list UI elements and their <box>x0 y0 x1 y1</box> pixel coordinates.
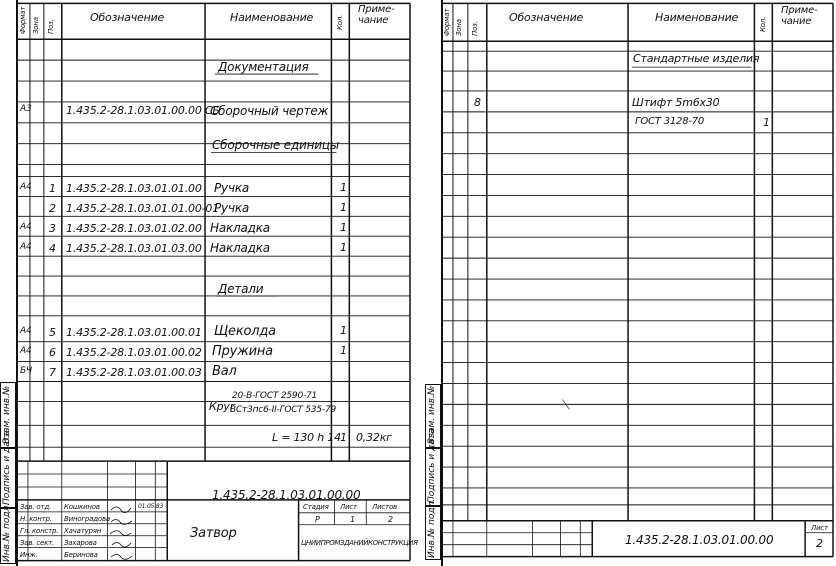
row-qty: 1 <box>340 344 347 357</box>
specification-sheet-2 <box>441 0 835 566</box>
sheets-label: Листов <box>372 503 397 511</box>
stage-label: Стадия <box>303 503 329 511</box>
signatures <box>108 502 136 562</box>
row-format: А4 <box>20 326 32 336</box>
side-label-inv-orig-2: Инв.№ подл. <box>427 498 437 558</box>
row-format: А4 <box>20 242 32 252</box>
row-name: Сборочный чертеж <box>210 104 329 118</box>
sheet-value: 1 <box>350 515 355 524</box>
row-format: А3 <box>20 104 32 114</box>
krug-note: 0,32кг <box>356 431 392 444</box>
sheet-label: Лист <box>811 524 828 532</box>
row-pos: 1 <box>49 182 56 195</box>
row-name: Накладка <box>210 241 270 255</box>
role-label: Н. контр. <box>20 515 52 523</box>
krug-line1: 20-В-ГОСТ 2590-71 <box>232 391 318 401</box>
role-label: Инж. <box>20 551 38 559</box>
krug-qty: 1 <box>340 431 347 444</box>
header-pos: Поз. <box>471 21 479 36</box>
row-qty: 1 <box>340 324 347 337</box>
row-qty: 1 <box>340 181 347 194</box>
role-person: Кошкинов <box>64 503 100 511</box>
sign-date: 01.05.83 <box>138 503 164 510</box>
row-designation: 1.435.2-28.1.03.01.00.01 <box>66 326 202 339</box>
row-designation: 1.435.2-28.1.03.01.00.02 <box>66 346 202 359</box>
header-format: Формат <box>19 6 27 34</box>
row-format: А4 <box>20 182 32 192</box>
header-designation: Обозначение <box>90 11 165 24</box>
role-person: Хачатурян <box>64 527 102 535</box>
row-name: Вал <box>212 364 237 379</box>
row-pos: 4 <box>49 242 56 255</box>
row-pos: 7 <box>49 366 56 379</box>
row-format: А4 <box>20 346 32 356</box>
side-label-inv-orig: Инв.№ подл. <box>2 502 12 562</box>
section-parts: Детали <box>218 282 264 296</box>
row-format: А4 <box>20 222 32 232</box>
row-qty: 1 <box>763 116 770 129</box>
row-qty: 1 <box>340 201 347 214</box>
row-pos: 2 <box>49 202 56 215</box>
doc-number: 1.435.2-28.1.03.01.00.00 <box>212 488 361 502</box>
role-person: Виноградова <box>64 515 110 523</box>
role-person: Захарова <box>64 539 97 547</box>
role-label: Гл. констр. <box>20 527 59 535</box>
role-label: Зав. отд. <box>20 503 51 511</box>
header-pos: Поз. <box>47 19 55 34</box>
krug-line2: ВСт3пс6-II-ГОСТ 535-79 <box>230 405 337 415</box>
section-standard-items: Стандартные изделия <box>633 52 760 65</box>
product-name: Затвор <box>190 526 237 541</box>
header-name: Наименование <box>655 11 739 24</box>
side-label-inv-dup: Взам. инв.№ <box>2 385 12 444</box>
sheet-label: Лист <box>340 503 357 511</box>
row-designation: 1.435.2-28.1.03.01.01.00 <box>66 182 202 195</box>
header-name: Наименование <box>230 11 314 24</box>
sheet-value: 2 <box>816 537 823 550</box>
row-qty: 1 <box>340 221 347 234</box>
stage-value: Р <box>315 515 320 524</box>
row-designation: 1.435.2-28.1.03.01.00.03 <box>66 366 202 379</box>
section-assembly-units: Сборочные единицы <box>212 138 340 152</box>
header-qty: Кол. <box>336 14 344 30</box>
row-designation: 1.435.2-28.1.03.01.01.00-01 <box>66 202 219 215</box>
header-format: Формат <box>443 8 451 36</box>
doc-number: 1.435.2-28.1.03.01.00.00 <box>625 533 774 547</box>
header-designation: Обозначение <box>509 11 584 24</box>
row-pos: 5 <box>49 326 56 339</box>
header-zone: Зона <box>455 19 463 36</box>
section-documentation: Документация <box>218 60 309 74</box>
row-name: Накладка <box>210 221 270 235</box>
row-format: БЧ <box>20 366 32 376</box>
header-zone: Зона <box>32 17 40 34</box>
sheet-2-grid <box>443 0 835 566</box>
side-label-inv-dup-2: Взам. инв.№ <box>427 385 437 444</box>
row-pos: 6 <box>49 346 56 359</box>
header-note: Приме- чание <box>781 5 818 27</box>
sheet-1-grid <box>18 0 412 566</box>
row-name: Щеколда <box>214 324 276 339</box>
row-name: Ручка <box>214 201 250 215</box>
row-designation: 1.435.2-28.1.03.01.02.00 <box>66 222 202 235</box>
row-designation: 1.435.2-28.1.03.01.03.00 <box>66 242 202 255</box>
row-qty: 1 <box>340 241 347 254</box>
role-person: Беринова <box>64 551 98 559</box>
row-name: ГОСТ 3128-70 <box>635 116 705 127</box>
krug-length: L = 130 h 14 <box>272 431 341 444</box>
row-name: Штифт 5m6x30 <box>632 96 720 109</box>
role-label: Зав. сект. <box>20 539 55 547</box>
side-label-sign-date-2: Подпись и дата <box>427 428 437 503</box>
krug-prefix: Круг <box>209 400 236 413</box>
row-designation: 1.435.2-28.1.03.01.00.00 СБ <box>66 104 220 117</box>
row-name: Пружина <box>212 344 273 359</box>
side-label-sign-date: Подпись и дата <box>2 430 12 505</box>
header-qty: Кол. <box>759 16 767 32</box>
organization: ЦНИИПРОМЗДАНИЙКОНСТРУКЦИЯ <box>301 539 418 547</box>
specification-sheet-1 <box>16 0 418 566</box>
row-pos: 8 <box>474 96 481 109</box>
row-name: Ручка <box>214 181 250 195</box>
sheets-value: 2 <box>388 515 393 524</box>
header-note: Приме- чание <box>358 4 395 26</box>
row-pos: 3 <box>49 222 56 235</box>
